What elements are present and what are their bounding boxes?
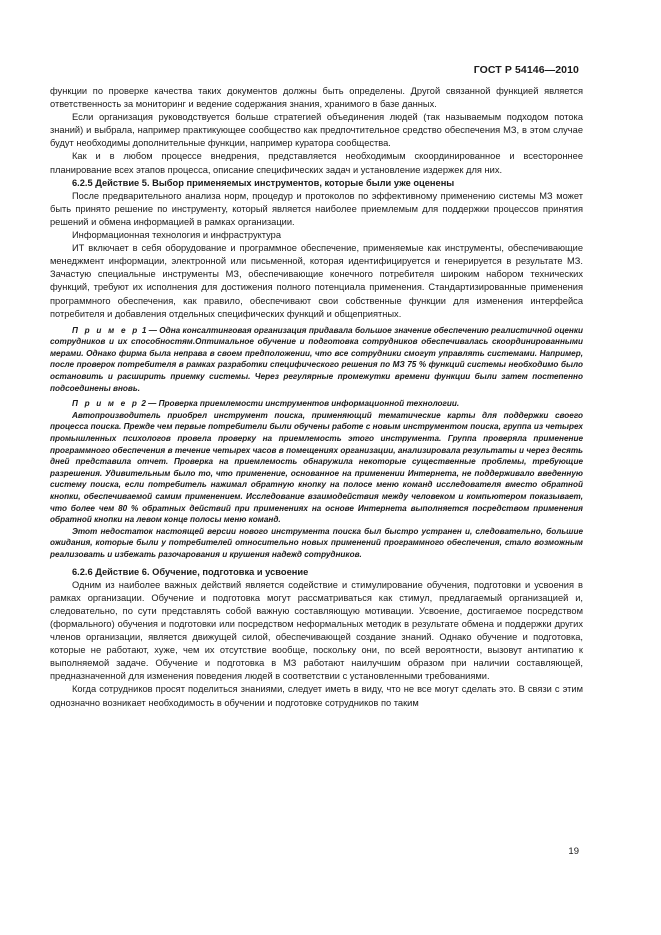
example-1-label: П р и м е р [72, 325, 140, 335]
paragraph-knowledge-flow: Если организация руководствуется больше стратегией объединения людей (так называемым подходом потока знаний) и выбрала, например практикующее сообщество как предпочтительное средство обеспечения МЗ, в этом случае будут необходимы дополнительные функции, например куратора сообщества. [50, 112, 583, 149]
page-content [50, 85, 583, 710]
example-1 [50, 325, 583, 395]
standard-header: ГОСТ Р 54146—2010 [473, 64, 579, 76]
example-2-title [50, 398, 583, 410]
paragraph-continuation: функции по проверке качества таких документов должны быть определены. Другой связанной функцией является ответственность за мониторинг и ведение содержания знания, хранимого в базе данных. [50, 86, 583, 110]
example-1-text: 1 — Одна консалтинговая организация придавала большое значение обеспечению реалистичной оценки сотрудников и их способностям.Оптимальное обучение и подготовка сотрудников обеспечивалась скоординированными мерами. Однако фирма была неправа в своем предположении, что все сотрудники смогут управлять системами. Например, после проверок потребителя в рамках разработки специфического решения по МЗ 75 % функций системы необходимо было остановить и расширить приемку системы. Через регулярные промежутки времени функции были затем постепенно подсоединены вновь. [50, 325, 583, 393]
paragraph-tool-decision: После предварительного анализа норм, процедур и протоколов по эффективному применению системы МЗ может быть принято решение по инструменту, который является наиболее приемлемым для поддержки процессов принятия решений и обмена информацией в рамках организации. [50, 190, 583, 227]
paragraph-sharing: Когда сотрудников просят поделиться знаниями, следует иметь в виду, что не все могут сделать это. В связи с этим однозначно возникает необходимость в обучении и подготовке сотрудников по таким [50, 684, 583, 708]
page-number: 19 [568, 846, 579, 857]
paragraph-it-infrastructure-title: Информационная технология и инфраструктура [72, 230, 282, 241]
paragraph-training: Одним из наиболее важных действий является содействие и стимулирование обучения, подготовки и усвоения в рамках организации. Обучение и подготовка могут рассматриваться как стимул, предлагаемый организацией и, следовательно, по сути представлять собой важную составляющую мотивации. Усвоение, достигаемое посредством (формального) обучения и подготовки или посредством неформальных методик в результате обмена и поддержки других членов организации, является движущей силой, обеспечивающей создание знаний. Однако обучение и подготовка, которые не работают, хуже, чем их отсутствие вообще, поскольку они, по всей вероятности, вызовут антипатию к выполняемой задаче. Обучение и подготовка в МЗ работают наилучшим образом при наличии составляющей, предназначенной для изменения поведения людей в соответствии с установленными требованиями. [50, 579, 583, 682]
paragraph-planning: Как и в любом процессе внедрения, представляется необходимым скоординированное и всестороннее планирование всех этапов процесса, описание специфических задач и установление издержек для них. [50, 151, 583, 175]
example-2-text: Автопроизводитель приобрел инструмент поиска, применяющий тематические карты для поддержки своего процесса поиска. Прежде чем первые потребители были обучены работе с новым инструментом поиска, группа из четырех промышленных психологов провела проверку на приемлемость этого инструмента. Группа проверяла применение программного обеспечения в течение четырех часов в помещениях организации, анализировала результаты и через десять дней представила отчет. Проверка на приемлемость обнаружила некоторые существенные проблемы, требующие разрешения. Удивительным было то, что применение, основанное на применении Интернета, не поддерживало введенную систему поиска, если потребитель нажимал обратную кнопку на полосе меню команд исследователя вместо обратной кнопки, обеспечиваемой самим применением. Исследование взаимодействия между человеком и компьютером показывает, что более чем 80 % обратных действий при применениях на основе Интернета выполняется посредством применения обратной кнопки на левом конце полосы меню команд. [50, 410, 583, 525]
example-2-label: П р и м е р [72, 399, 140, 409]
section-heading-6-2-6: 6.2.6 Действие 6. Обучение, подготовка и усвоение [72, 566, 309, 577]
section-heading-6-2-5: 6.2.5 Действие 5. Выбор применяемых инструментов, которые были уже оценены [72, 177, 455, 188]
paragraph-it-description: ИТ включает в себя оборудование и программное обеспечение, применяемые как инструменты, обеспечивающие менеджмент информации, электронной или письменной, которая идентифицируется и генерируется в результате МЗ. Зачастую специальные инструменты МЗ, обеспечивающие конечного потребителя широким набором технических функций, требуют их исполнения для достижения полного потенциала применения. Стандартизированные применения программного обеспечения, как правило, обеспечивают свои собственные функции для изменения интерфейса потребителя и добавления отдельных специфических функций и общеприятных. [50, 243, 583, 319]
example-2-conclusion: Этот недостаток настоящей версии нового инструмента поиска был быстро устранен и, следовательно, большие ожидания, которые были у потребителей относительно новых применений программного обеспечения, стало возможным реализовать и избежать разочарования и крушения надежд сотрудников. [50, 526, 583, 559]
example-2-heading: 2 — Проверка приемлемости инструментов информационной технологии. [139, 399, 460, 409]
